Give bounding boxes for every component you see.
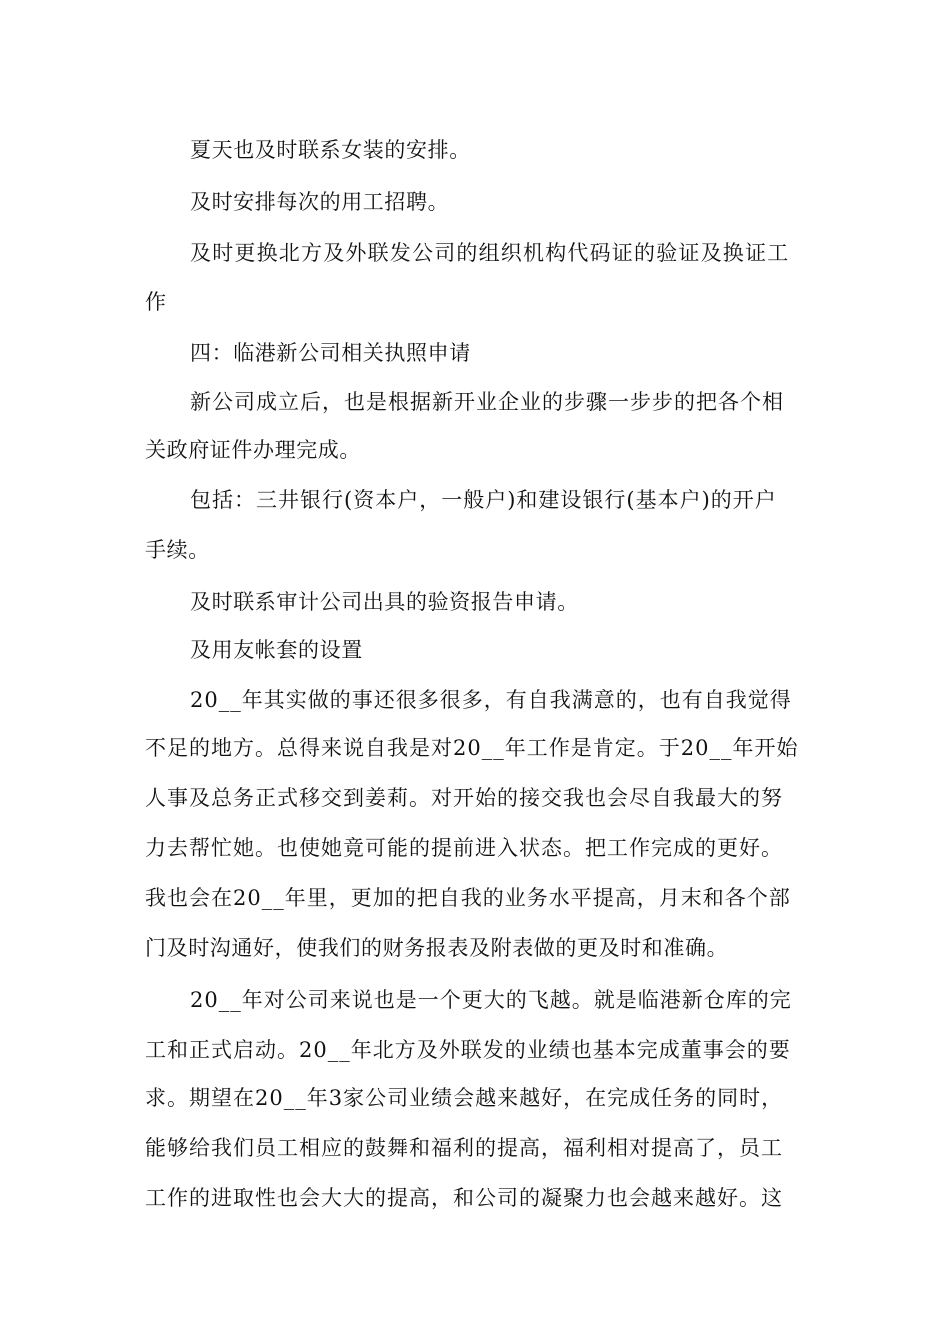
text-line: 20__年对公司来说也是一个更大的飞越。就是临港新仓库的完 [190,988,792,1012]
text-line: 工和正式启动。20__年北方及外联发的业绩也基本完成董事会的要 [145,1038,791,1062]
text-line: 求。期望在20__年3家公司业绩会越来越好，在完成任务的同时， [145,1086,784,1110]
text-line: 关政府证件办理完成。 [145,438,361,462]
text-line: 人事及总务正式移交到姜莉。对开始的接交我也会尽自我最大的努 [145,786,783,810]
text-line: 及用友帐套的设置 [190,638,363,662]
text-line: 及时安排每次的用工招聘。 [190,190,450,214]
text-line: 20__年其实做的事还很多很多，有自我满意的，也有自我觉得 [190,688,792,712]
section-heading: 四：临港新公司相关执照申请 [190,341,471,365]
text-line: 工作的进取性也会大大的提高，和公司的凝聚力也会越来越好。这 [145,1186,783,1210]
text-line: 夏天也及时联系女装的安排。 [190,138,471,162]
text-line: 手续。 [145,538,210,562]
text-line: 新公司成立后，也是根据新开业企业的步骤一步步的把各个相 [190,390,784,414]
text-line: 门及时沟通好，使我们的财务报表及附表做的更及时和准确。 [145,936,729,960]
text-line: 作 [145,290,167,314]
text-line: 我也会在20__年里，更加的把自我的业务水平提高，月末和各个部 [145,886,791,910]
text-line: 及时更换北方及外联发公司的组织机构代码证的验证及换证工 [190,241,790,265]
text-line: 不足的地方。总得来说自我是对20__年工作是肯定。于20__年开始 [145,736,799,760]
text-line: 力去帮忙她。也使她竟可能的提前进入状态。把工作完成的更好。 [145,836,783,860]
text-line: 及时联系审计公司出具的验资报告申请。 [190,590,579,614]
text-line: 包括：三井银行(资本户，一般户)和建设银行(基本户)的开户 [190,488,777,512]
text-line: 能够给我们员工相应的鼓舞和福利的提高，福利相对提高了，员工 [145,1136,783,1160]
